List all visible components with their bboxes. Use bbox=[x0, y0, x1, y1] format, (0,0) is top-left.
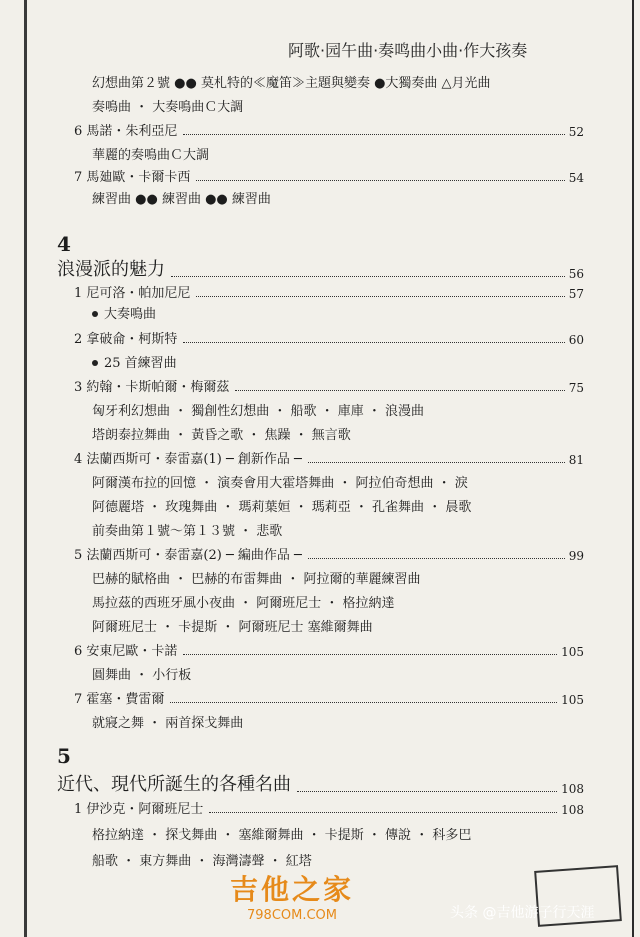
handwritten-annotation-top: 阿歌·园午曲·奏鸣曲小曲·作大孩奏 bbox=[288, 41, 528, 60]
toc-page-number: 105 bbox=[561, 645, 584, 659]
chapter-title-text: 近代、現代所誕生的各種名曲 bbox=[57, 774, 291, 795]
toc-sub-mertz-1: 匈牙利幻想曲 ・ 獨創性幻想曲 ・ 船歌 ・ 庫庫 ・ 浪漫曲 bbox=[92, 404, 425, 419]
leader-dots bbox=[308, 462, 565, 463]
chapter-title-text: 浪漫派的魅力 bbox=[57, 259, 165, 280]
toc-entry-paganini bbox=[74, 282, 584, 301]
chapter-page-number: 56 bbox=[568, 267, 584, 281]
toc-sub-mozart-2: 奏鳴曲 ・ 大奏鳴曲Ｃ大調 bbox=[92, 100, 244, 115]
leader-dots bbox=[171, 276, 565, 277]
toc-entry-tarrega-2 bbox=[74, 544, 584, 563]
watermark-url: 798COM.COM bbox=[247, 908, 337, 923]
toc-sub-mozart-1: 幻想曲第２號 ●● 莫札特的≪魔笛≫主題與變奏 ●大獨奏曲 △月光曲 bbox=[92, 76, 491, 91]
watermark bbox=[230, 868, 354, 923]
chapter-4-title bbox=[57, 255, 584, 281]
toc-sub-albeniz-1: 格拉納達 ・ 探戈舞曲 ・ 塞維爾舞曲 ・ 卡提斯 ・ 傳說 ・ 科多巴 bbox=[92, 828, 472, 843]
leader-dots bbox=[183, 654, 557, 655]
toc-sub-tarrega1-1: 阿爾漢布拉的回憶 ・ 演奏會用大霍塔舞曲 ・ 阿拉伯奇想曲 ・ 淚 bbox=[92, 476, 468, 491]
toc-page-number: 99 bbox=[568, 549, 584, 563]
toc-entry-label: 1 伊沙克・阿爾班尼士 bbox=[74, 802, 204, 817]
toc-entry-label: 7 霍塞・費雷爾 bbox=[74, 692, 165, 707]
toc-entry-label: 4 法蘭西斯可・泰雷嘉(1) ─ 創新作品 ─ bbox=[74, 452, 302, 467]
leader-dots bbox=[183, 342, 564, 343]
toc-sub-giuliani: 華麗的奏鳴曲Ｃ大調 bbox=[92, 148, 210, 163]
toc-page-number: 75 bbox=[568, 381, 584, 395]
toc-sub-albeniz-2: 船歌 ・ 東方舞曲 ・ 海灣濤聲 ・ 紅塔 bbox=[92, 854, 312, 869]
toc-entry-carcassi bbox=[74, 166, 584, 185]
chapter-5-title bbox=[57, 770, 584, 796]
toc-page-number: 81 bbox=[568, 453, 584, 467]
toc-page-number: 105 bbox=[561, 693, 584, 707]
leader-dots bbox=[209, 812, 557, 813]
leader-dots bbox=[183, 134, 564, 135]
leader-dots bbox=[297, 791, 557, 792]
chapter-page-number: 108 bbox=[561, 782, 584, 796]
chapter-5-number: 5 bbox=[57, 744, 71, 768]
page-right-edge bbox=[632, 0, 634, 937]
leader-dots bbox=[308, 558, 565, 559]
toc-sub-tarrega1-2: 阿德麗塔 ・ 玫瑰舞曲 ・ 瑪莉葉姮 ・ 瑪莉亞 ・ 孔雀舞曲 ・ 晨歌 bbox=[92, 500, 472, 515]
toc-sub-tarrega2-1: 巴赫的賦格曲 ・ 巴赫的布雷舞曲 ・ 阿拉爾的華麗練習曲 bbox=[92, 572, 421, 587]
leader-dots bbox=[235, 390, 564, 391]
bullet-icon bbox=[92, 360, 98, 366]
toc-entry-giuliani bbox=[74, 120, 584, 139]
toc-entry-label: 5 法蘭西斯可・泰雷嘉(2) ─ 編曲作品 ─ bbox=[74, 548, 302, 563]
toc-entry-cano bbox=[74, 640, 584, 659]
toc-entry-label: 7 馬廸歐・卡爾卡西 bbox=[74, 170, 191, 185]
toc-sub-coste bbox=[92, 352, 177, 371]
toc-entry-label: 1 尼可洛・帕加尼尼 bbox=[74, 286, 191, 301]
toc-page-number: 57 bbox=[568, 287, 584, 301]
source-credit: 头条 @吉他游子行天涯 bbox=[450, 905, 595, 921]
toc-sub-carcassi: 練習曲 ●● 練習曲 ●● 練習曲 bbox=[92, 192, 271, 207]
page-left-edge bbox=[24, 0, 27, 937]
leader-dots bbox=[196, 180, 564, 181]
toc-entry-label: 3 約翰・卡斯帕爾・梅爾茲 bbox=[74, 380, 230, 395]
toc-sub-text: 25 首練習曲 bbox=[104, 356, 177, 371]
toc-sub-text: 大奏鳴曲 bbox=[104, 307, 157, 322]
toc-sub-mertz-2: 塔朗泰拉舞曲 ・ 黃昏之歌 ・ 焦躁 ・ 無言歌 bbox=[92, 428, 351, 443]
toc-page-number: 108 bbox=[561, 803, 584, 817]
toc-entry-mertz bbox=[74, 376, 584, 395]
toc-page-number: 52 bbox=[568, 125, 584, 139]
toc-sub-paganini bbox=[92, 303, 156, 322]
toc-entry-albeniz bbox=[74, 798, 584, 817]
watermark-title: 吉他之家 bbox=[230, 873, 355, 906]
toc-sub-tarrega2-3: 阿爾班尼士 ・ 卡提斯 ・ 阿爾班尼士 塞維爾舞曲 bbox=[92, 620, 373, 635]
toc-sub-cano: 圓舞曲 ・ 小行板 bbox=[92, 668, 192, 683]
toc-entry-label: 6 馬諾・朱利亞尼 bbox=[74, 124, 178, 139]
chapter-4-number: 4 bbox=[57, 232, 71, 256]
leader-dots bbox=[170, 702, 557, 703]
toc-sub-tarrega2-2: 馬拉茲的西班牙風小夜曲 ・ 阿爾班尼士 ・ 格拉納達 bbox=[92, 596, 395, 611]
toc-entry-coste bbox=[74, 328, 584, 347]
toc-page-number: 60 bbox=[568, 333, 584, 347]
toc-sub-tarrega1-3: 前奏曲第１號～第１３號 ・ 悲歌 bbox=[92, 524, 283, 539]
bullet-icon bbox=[92, 311, 98, 317]
toc-entry-tarrega-1 bbox=[74, 448, 584, 467]
toc-sub-ferrer: 就寢之舞 ・ 兩首探戈舞曲 bbox=[92, 716, 244, 731]
toc-entry-label: 6 安東尼歐・卡諾 bbox=[74, 644, 178, 659]
toc-entry-ferrer bbox=[74, 688, 584, 707]
toc-page-number: 54 bbox=[568, 171, 584, 185]
leader-dots bbox=[196, 296, 564, 297]
toc-entry-label: 2 拿破侖・柯斯特 bbox=[74, 332, 178, 347]
